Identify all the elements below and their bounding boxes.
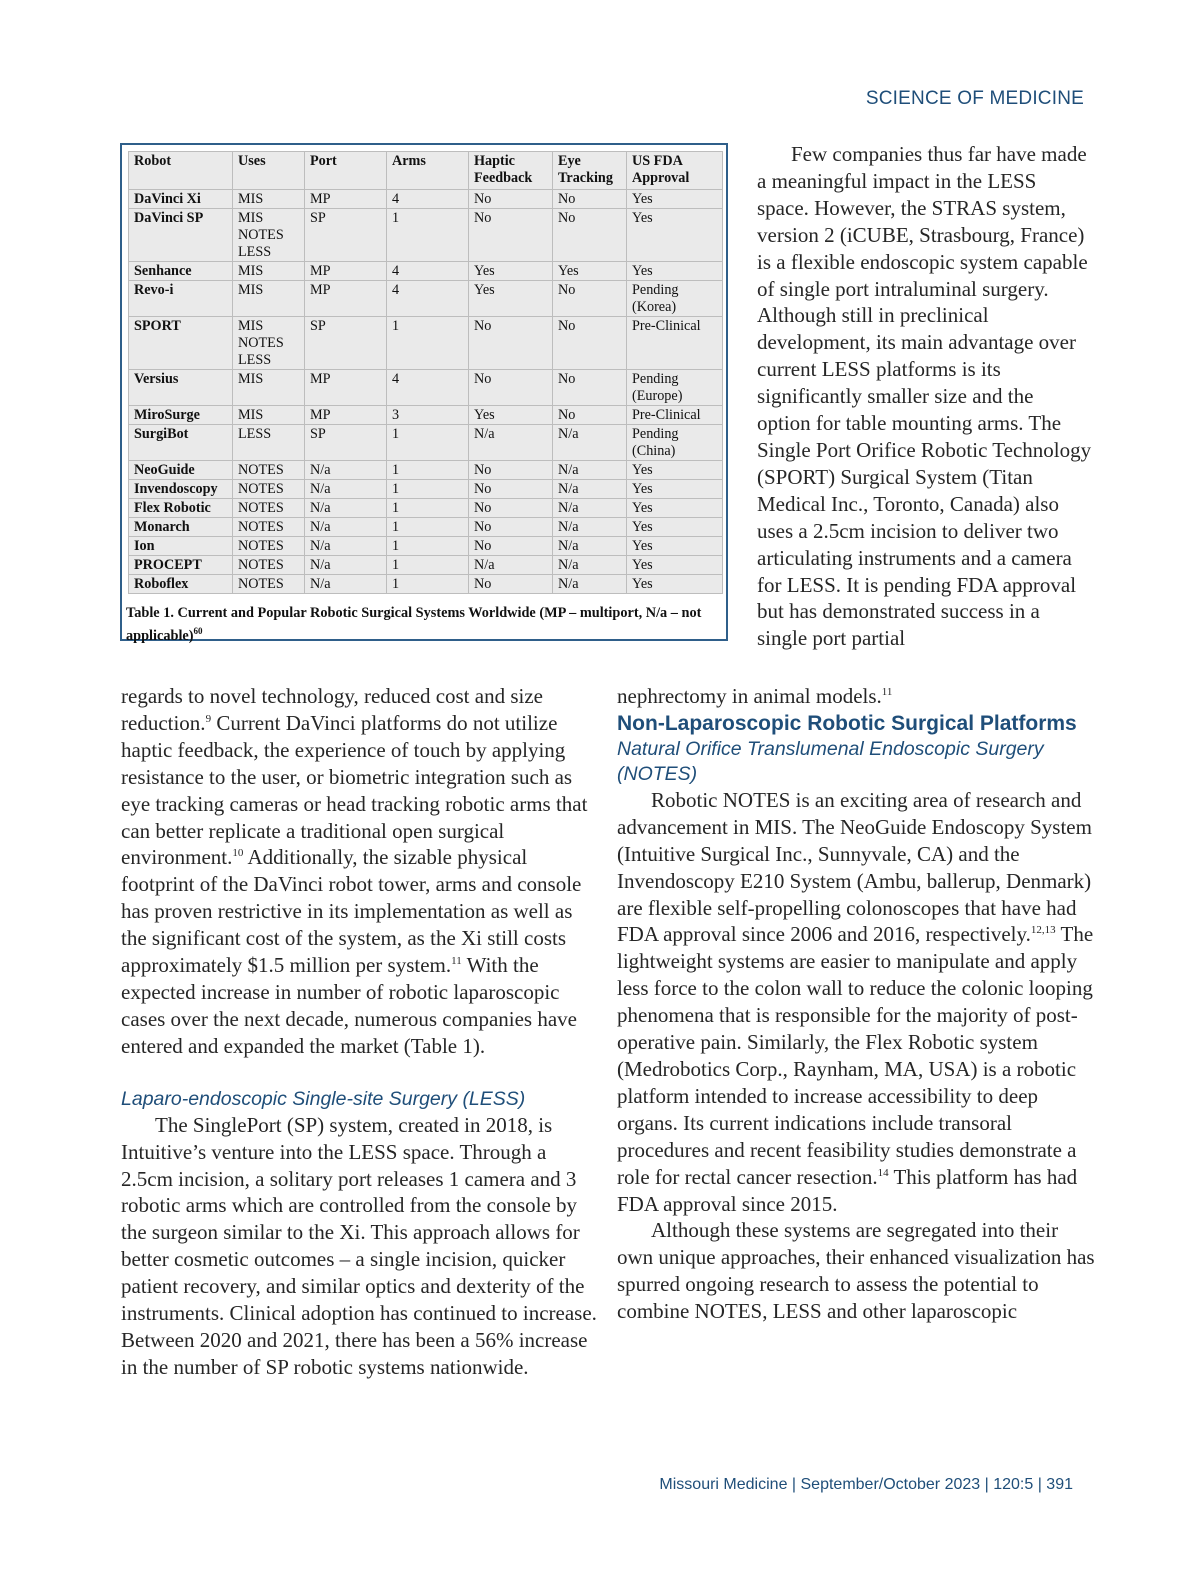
table-row	[129, 556, 723, 575]
table-row	[129, 518, 723, 537]
table-cell: 1	[387, 209, 469, 262]
table-cell: N/a	[469, 425, 553, 461]
table-cell: 1	[387, 499, 469, 518]
table-cell-robot: Invendoscopy	[129, 480, 233, 499]
table-cell: LESS	[233, 425, 305, 461]
table-column-header: US FDA Approval	[627, 152, 723, 190]
table-cell: Pre-Clinical	[627, 406, 723, 425]
table-cell: 1	[387, 317, 469, 370]
table-cell: No	[469, 480, 553, 499]
table-cell-robot: Monarch	[129, 518, 233, 537]
table-cell: N/a	[305, 518, 387, 537]
text-span: The lightweight systems are easier to manipulate and apply less force to the colon wall to reduce the colonic looping phenomena that is responsible for the majority of post-operative pain. Similarly, the Flex Robotic system (Medrobotics Corp., Raynham, MA, USA) is a robotic platform intended to increase accessibility to deep organs. Its current indications include transoral procedures and recent feasibility studies demonstrate a role for rectal cancer resection.	[617, 922, 1094, 1189]
table-cell: Yes	[627, 556, 723, 575]
table-cell-robot: PROCEPT	[129, 556, 233, 575]
table-cell-robot: Revo-i	[129, 281, 233, 317]
table-cell-robot: SPORT	[129, 317, 233, 370]
table-cell: 4	[387, 190, 469, 209]
table-cell: 1	[387, 461, 469, 480]
citation-ref: 9	[205, 712, 212, 725]
table-cell: 1	[387, 556, 469, 575]
text-span: This platform has had FDA approval since 2015.	[617, 1164, 1078, 1216]
table-caption	[126, 605, 722, 645]
text-span: Current DaVinci platforms do not utilize haptic feedback, the experience of touch by applying resistance to the user, or biometric integration such as eye tracking cameras or head tracking robotic arms that can better replicate a traditional open surgical environment.	[121, 710, 588, 870]
table-cell: SP	[305, 209, 387, 262]
table-cell: NOTES	[233, 480, 305, 499]
table-cell: N/a	[305, 480, 387, 499]
table-cell: Pending (Europe)	[627, 370, 723, 406]
table-row	[129, 190, 723, 209]
table-column-header: Haptic Feedback	[469, 152, 553, 190]
left-column	[121, 683, 601, 1381]
top-right-column	[757, 141, 1092, 652]
table-cell: N/a	[553, 499, 627, 518]
table-cell: Yes	[469, 281, 553, 317]
table-cell: NOTES	[233, 461, 305, 480]
citation-ref: 12,13	[1030, 924, 1056, 937]
table-cell-robot: DaVinci Xi	[129, 190, 233, 209]
table-cell: MP	[305, 281, 387, 317]
table-cell: 1	[387, 425, 469, 461]
paragraph-singleport: The SinglePort (SP) system, created in 2018, is Intuitive’s venture into the LESS space. Through a 2.5cm incision, a solitary port releases 1 camera and 3 robotic arms which are controlled from the console by the surgeon similar to the Xi. This approach allows for better cosmetic outcomes – a single incision, quicker patient recovery, and similar optics and dexterity of the instruments. Clinical adoption has continued to increase. Between 2020 and 2021, there has been a 56% increase in the number of SP robotic systems nationwide.	[121, 1112, 597, 1379]
table-row	[129, 575, 723, 594]
table-cell: MIS	[233, 281, 305, 317]
table-cell: N/a	[553, 537, 627, 556]
table-figure	[120, 143, 728, 644]
table-cell-robot: Senhance	[129, 262, 233, 281]
table-cell: No	[553, 406, 627, 425]
table-column-header: Robot	[129, 152, 233, 190]
table-row	[129, 262, 723, 281]
table-cell: N/a	[553, 575, 627, 594]
table-cell: NOTES	[233, 556, 305, 575]
table-column-header: Arms	[387, 152, 469, 190]
table-cell: No	[553, 281, 627, 317]
table-cell: 3	[387, 406, 469, 425]
text-span: Robotic NOTES is an exciting area of research and advancement in MIS. The NeoGuide Endoscopy System (Intuitive Surgical Inc., Sunnyvale, CA) and the Invendoscopy E210 System (Ambu, ballerup, Denmark) are flexible self-propelling colonoscopes that have had FDA approval since 2006 and 2016, respectively.	[617, 787, 1092, 947]
citation-ref: 10	[232, 847, 244, 860]
citation-ref: 11	[451, 955, 462, 968]
table-cell: No	[469, 575, 553, 594]
table-cell: 4	[387, 281, 469, 317]
table-cell: N/a	[305, 537, 387, 556]
table-cell: Pre-Clinical	[627, 317, 723, 370]
table-cell: Yes	[627, 480, 723, 499]
table-row	[129, 499, 723, 518]
table-cell: N/a	[553, 425, 627, 461]
table-row	[129, 537, 723, 556]
table-cell: 1	[387, 518, 469, 537]
table-row	[129, 480, 723, 499]
table-cell-robot: NeoGuide	[129, 461, 233, 480]
table-column-header: Port	[305, 152, 387, 190]
table-cell: No	[469, 190, 553, 209]
table-cell: SP	[305, 425, 387, 461]
table-cell: MP	[305, 370, 387, 406]
table-cell-robot: DaVinci SP	[129, 209, 233, 262]
table-cell: MIS NOTES LESS	[233, 317, 305, 370]
table-cell-robot: Versius	[129, 370, 233, 406]
table-cell: N/a	[553, 556, 627, 575]
table-cell: MIS	[233, 262, 305, 281]
table-cell: NOTES	[233, 537, 305, 556]
text-span: nephrectomy in animal models.	[617, 684, 882, 708]
table-caption-ref: 60	[193, 625, 203, 636]
robotic-systems-table	[128, 151, 723, 594]
text-span: With the expected increase in number of robotic laparoscopic cases over the next decade, numerous companies have entered and expanded the market (Table 1).	[121, 953, 577, 1058]
table-cell: N/a	[305, 556, 387, 575]
table-cell: Pending (China)	[627, 425, 723, 461]
table-cell: NOTES	[233, 499, 305, 518]
table-cell: 1	[387, 480, 469, 499]
table-cell: No	[469, 499, 553, 518]
page-footer: Missouri Medicine | September/October 2023 | 120:5 | 391	[659, 1476, 1073, 1493]
paragraph-combined-approaches: Although these systems are segregated into their own unique approaches, their enhanced visualization has spurred ongoing research to assess the potential to combine NOTES, LESS and other laparoscopic	[617, 1218, 1095, 1324]
table-cell: MIS	[233, 190, 305, 209]
table-cell: 4	[387, 370, 469, 406]
table-cell: N/a	[305, 461, 387, 480]
table-row	[129, 317, 723, 370]
table-column-header: Uses	[233, 152, 305, 190]
paragraph-robotic-notes	[617, 787, 1095, 1218]
table-cell: N/a	[553, 461, 627, 480]
table-cell: No	[553, 370, 627, 406]
table-cell: No	[469, 461, 553, 480]
subheading-less: Laparo-endoscopic Single-site Surgery (LESS)	[121, 1087, 526, 1110]
table-cell: MIS NOTES LESS	[233, 209, 305, 262]
paragraph-davinci-limitations	[121, 683, 601, 1060]
table-cell: Pending (Korea)	[627, 281, 723, 317]
table-cell: 1	[387, 575, 469, 594]
subheading-notes: Natural Orifice Translumenal Endoscopic Surgery (NOTES)	[617, 737, 1044, 785]
citation-ref: 11	[881, 686, 893, 698]
table-cell: No	[553, 209, 627, 262]
table-cell: N/a	[553, 480, 627, 499]
table-cell-robot: Ion	[129, 537, 233, 556]
section-header: SCIENCE OF MEDICINE	[865, 88, 1084, 109]
paragraph-less-companies: Few companies thus far have made a meaningful impact in the LESS space. However, the STRAS system, version 2 (iCUBE, Strasbourg, France) is a flexible endoscopic system capable of single port intraluminal surgery. Although still in preclinical development, its main advantage over current LESS platforms is its significantly smaller size and the option for table mounting arms. The Single Port Orifice Robotic Technology (SPORT) Surgical System (Titan Medical Inc., Toronto, Canada) also uses a 2.5cm incision to deliver two articulating instruments and a camera for LESS. It is pending FDA approval but has demonstrated success in a single port partial	[757, 142, 1092, 651]
table-cell: MP	[305, 262, 387, 281]
table-header-row	[129, 152, 723, 190]
table-row	[129, 406, 723, 425]
text-span: Additionally, the sizable physical footprint of the DaVinci robot tower, arms and console has proven restrictive in its implementation as well as the significant cost of the system, as the Xi still costs approximately $1.5 million per system.	[121, 845, 582, 978]
table-cell: N/a	[553, 518, 627, 537]
table-cell: N/a	[469, 556, 553, 575]
table-cell: SP	[305, 317, 387, 370]
table-cell: Yes	[627, 190, 723, 209]
citation-ref: 14	[877, 1166, 889, 1179]
table-cell-robot: Roboflex	[129, 575, 233, 594]
table-cell: No	[469, 518, 553, 537]
table-cell: N/a	[305, 499, 387, 518]
table-cell: Yes	[627, 537, 723, 556]
table-row	[129, 209, 723, 262]
table-row	[129, 425, 723, 461]
table-cell: Yes	[553, 262, 627, 281]
table-cell: Yes	[627, 209, 723, 262]
table-cell: No	[553, 190, 627, 209]
table-cell: No	[469, 370, 553, 406]
table-cell: NOTES	[233, 518, 305, 537]
table-column-header: Eye Tracking	[553, 152, 627, 190]
table-row	[129, 281, 723, 317]
table-cell-robot: Flex Robotic	[129, 499, 233, 518]
table-cell-robot: MiroSurge	[129, 406, 233, 425]
table-cell: 1	[387, 537, 469, 556]
table-cell: N/a	[305, 575, 387, 594]
table-cell: MP	[305, 406, 387, 425]
table-row	[129, 461, 723, 480]
table-cell: MP	[305, 190, 387, 209]
table-cell: No	[553, 317, 627, 370]
table-cell: Yes	[627, 262, 723, 281]
table-cell: Yes	[627, 575, 723, 594]
table-cell: NOTES	[233, 575, 305, 594]
table-cell: No	[469, 537, 553, 556]
table-cell: No	[469, 317, 553, 370]
table-cell: MIS	[233, 370, 305, 406]
heading-non-laparoscopic: Non-Laparoscopic Robotic Surgical Platforms	[617, 711, 1077, 735]
table-cell: 4	[387, 262, 469, 281]
right-column	[617, 683, 1095, 1325]
table-row	[129, 370, 723, 406]
table-cell: Yes	[469, 406, 553, 425]
table-cell: Yes	[627, 499, 723, 518]
table-cell-robot: SurgiBot	[129, 425, 233, 461]
table-caption-text: Table 1. Current and Popular Robotic Surgical Systems Worldwide (MP – multiport, N/a – not applicable)	[126, 605, 702, 644]
table-cell: Yes	[627, 518, 723, 537]
text-span: regards to novel technology, reduced cost and size reduction.	[121, 684, 543, 735]
paragraph-nephrectomy	[617, 683, 1095, 710]
table-cell: Yes	[627, 461, 723, 480]
table-cell: No	[469, 209, 553, 262]
table-cell: MIS	[233, 406, 305, 425]
table-cell: Yes	[469, 262, 553, 281]
